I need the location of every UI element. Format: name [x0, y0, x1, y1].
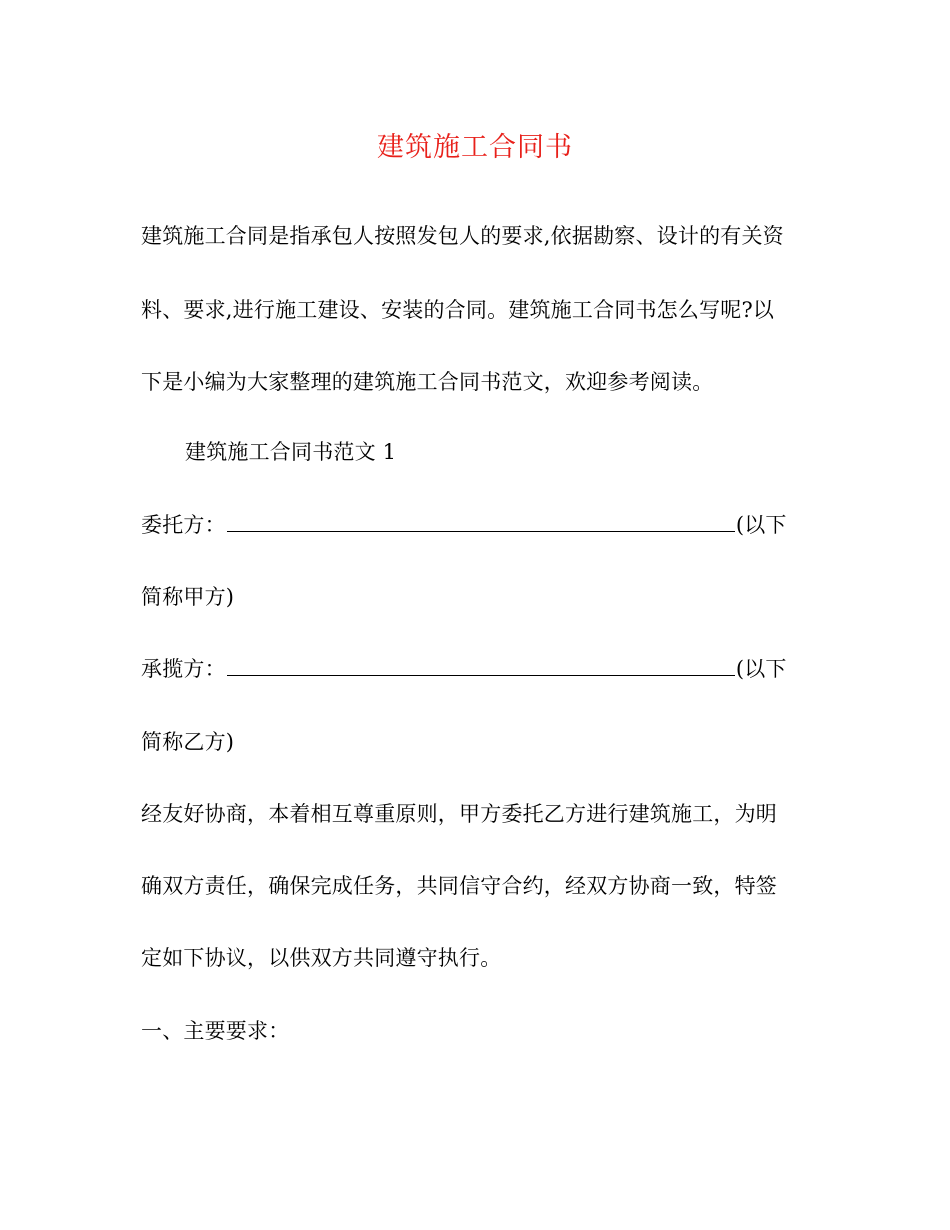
- party-a-continuation: 简称甲方): [141, 585, 235, 609]
- agreement-line-3: 定如下协议，以供双方共同遵守执行。: [141, 946, 502, 970]
- intro-line-2: 料、要求,进行施工建设、安装的合同。建筑施工合同书怎么写呢?以: [141, 298, 775, 322]
- party-b-line: [141, 654, 787, 684]
- party-a-label: 委托方：: [141, 513, 226, 537]
- intro-line-1: 建筑施工合同是指承包人按照发包人的要求,依据勘察、设计的有关资: [141, 224, 784, 248]
- intro-line-3: 下是小编为大家整理的建筑施工合同书范文，欢迎参考阅读。: [141, 370, 714, 394]
- party-a-suffix: (以下: [735, 513, 787, 537]
- agreement-line-2: 确双方责任，确保完成任务，共同信守合约，经双方协商一致，特签: [141, 874, 777, 898]
- party-b-suffix: (以下: [735, 657, 787, 681]
- party-a-blank-field: [227, 511, 735, 532]
- document-title: 建筑施工合同书: [377, 132, 573, 163]
- party-a-line: [141, 510, 787, 540]
- party-b-continuation: 简称乙方): [141, 730, 235, 754]
- clause-1-heading: 一、主要要求：: [141, 1019, 290, 1043]
- section-heading: 建筑施工合同书范文 1: [185, 440, 397, 464]
- party-b-blank-field: [227, 655, 735, 676]
- party-b-label: 承揽方：: [141, 657, 226, 681]
- agreement-line-1: 经友好协商，本着相互尊重原则，甲方委托乙方进行建筑施工，为明: [141, 802, 777, 826]
